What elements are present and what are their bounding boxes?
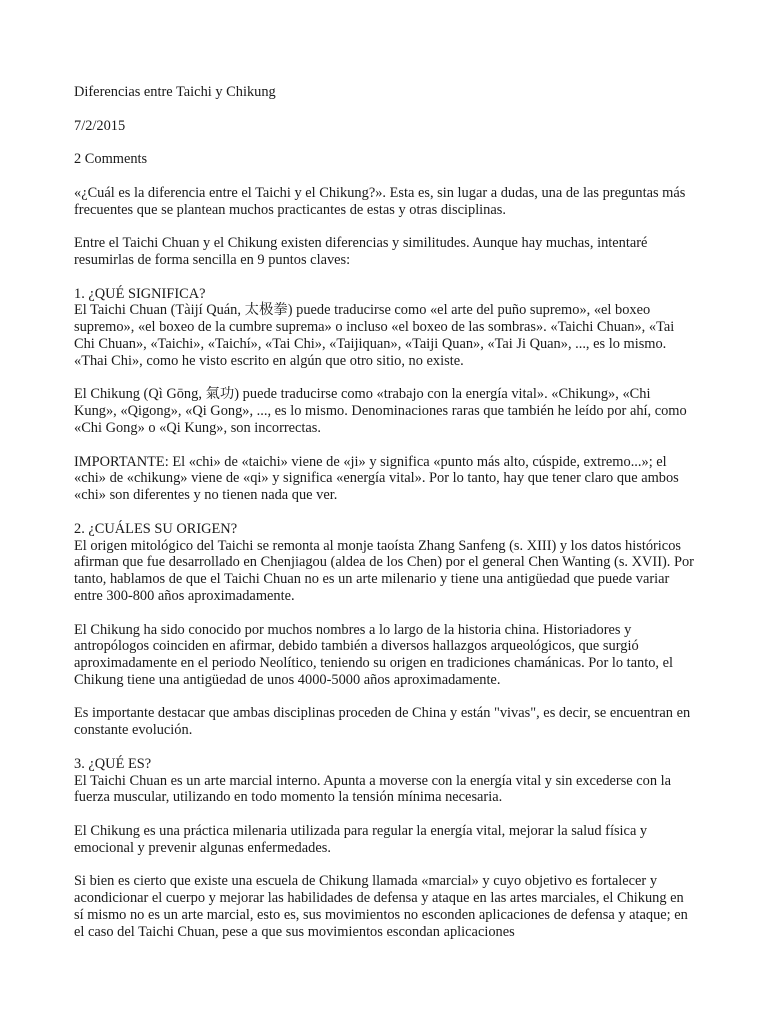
document-date: 7/2/2015 <box>74 117 126 134</box>
section-what-is <box>74 756 696 806</box>
section-meaning <box>74 286 696 370</box>
section-paragraph: El Chikung ha sido conocido por muchos nombres a lo largo de la historia china. Historiadores y antropólogos coinciden en afirmar, debido también a diversos hallazgos arqueológicos, que surgió aproximadamente en el periodo Neolítico, teniendo su origen en tradiciones chamánicas. Por lo tanto, el Chikung tiene una antigüedad de unos 4000-5000 años aproximadamente. <box>74 621 674 688</box>
section-heading: 1. ¿QUÉ SIGNIFICA? <box>74 285 206 302</box>
intro-paragraph: «¿Cuál es la diferencia entre el Taichi y el Chikung?». Esta es, sin lugar a dudas, una de las preguntas más frecuentes que se plantean muchos practicantes de estas y otras disciplinas. <box>74 184 686 218</box>
intro-paragraph: Entre el Taichi Chuan y el Chikung existen diferencias y similitudes. Aunque hay muchas, intentaré resumirlas de forma sencilla en 9 puntos claves: <box>74 235 648 268</box>
section-paragraph: El Chikung (Qì Gōng, 氣功) puede traducirse como «trabajo con la energía vital». «Chikung», «Chi Kung», «Qigong», «Qi Gong», ..., es lo mismo. Denominaciones raras que también he leído por ahí, como «Chi Gong» o «Qi Kung», son incorrectas. <box>74 386 687 436</box>
document-page <box>74 84 696 957</box>
section-paragraph: Es importante destacar que ambas disciplinas proceden de China y están "vivas", es decir, se encuentran en constante evolución. <box>74 705 691 739</box>
section-paragraph: El origen mitológico del Taichi se remonta al monje taoísta Zhang Sanfeng (s. XIII) y los datos históricos afirman que fue desarrollado en Chenjiagou (aldea de los Chen) por el general Chen Wanting (s. XVII). Por tanto, hablamos de que el Taichi Chuan no es un arte milenario y tiene una antigüedad que puede variar entre 300-800 años aproximadamente. <box>74 537 694 604</box>
section-heading: 2. ¿CUÁLES SU ORIGEN? <box>74 520 238 537</box>
section-paragraph: Si bien es cierto que existe una escuela de Chikung llamada «marcial» y cuyo objetivo es fortalecer y acondicionar el cuerpo y mejorar las habilidades de defensa y ataque en las artes marciales, el Chikung en sí mismo no es un arte marcial, esto es, sus movimientos no esconden aplicaciones de defensa y ataque; en el caso del Taichi Chuan, pese a que sus movimientos escondan aplicaciones <box>74 873 688 940</box>
section-paragraph: El Taichi Chuan (Tàijí Quán, 太极拳) puede traducirse como «el arte del puño supremo», «el boxeo supremo», «el boxeo de la cumbre suprema» o incluso «el boxeo de las sombras». «Taichi Chuan», «Tai Chi Chuan», «Taichi», «Taichí», «Tai Chi», «Taijiquan», «Taiji Quan», «Tai Ji Quan», ..., es lo mismo. «Thai Chi», como he visto escrito en algún que otro sitio, no existe. <box>74 302 675 369</box>
section-paragraph: IMPORTANTE: El «chi» de «taichi» viene de «ji» y significa «punto más alto, cúspide, extremo...»; el «chi» de «chikung» viene de «qi» y significa «energía vital». Por lo tanto, hay que tener claro que ambos «chi» son diferentes y no tienen nada que ver. <box>74 453 679 504</box>
section-paragraph: El Taichi Chuan es un arte marcial interno. Apunta a moverse con la energía vital y sin excederse con la fuerza muscular, utilizando en todo momento la tensión mínima necesaria. <box>74 772 672 806</box>
section-origin <box>74 521 696 605</box>
section-paragraph: El Chikung es una práctica milenaria utilizada para regular la energía vital, mejorar la salud física y emocional y prevenir algunas enfermedades. <box>74 823 648 856</box>
document-title: Diferencias entre Taichi y Chikung <box>74 84 276 100</box>
section-heading: 3. ¿QUÉ ES? <box>74 755 152 772</box>
comments-count: 2 Comments <box>74 151 148 168</box>
